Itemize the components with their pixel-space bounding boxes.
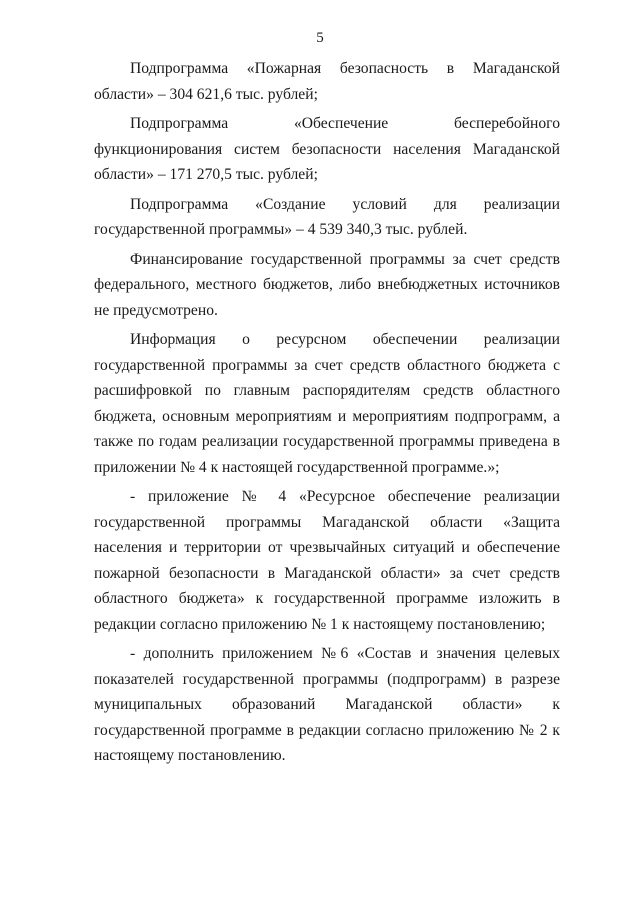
paragraph-resource-info: Информация о ресурсном обеспечении реализации государственной программы за счет средств областного бюджета с расшифровкой по главным распорядителям средств областного бюджета, основным мероприятиям и мероприятиям подпрограмм, а также по годам реализации государственной программы приведена в приложении № 4 к настоящей государственной программе.»; [94,331,560,476]
paragraph-conditions-subprogram: Подпрограмма «Создание условий для реализации государственной программы» – 4 539 340,3 тыс. рублей. [94,195,560,238]
paragraph-appendix-4-change: - приложение № 4 «Ресурсное обеспечение реализации государственной программы Магаданской области «Защита населения и территории от чрезвычайных ситуаций и обеспечение пожарной безопасности в Магаданской области» за счет средств областного бюджета» к государственной программе изложить в редакции согласно приложению № 1 к настоящему постановлению; [94,488,560,633]
paragraph-fire-safety-subprogram: Подпрограмма «Пожарная безопасность в Магаданской области» – 304 621,6 тыс. рублей; [94,60,560,103]
document-body [94,56,560,769]
paragraph-safety-systems-subprogram: Подпрограмма «Обеспечение бесперебойного функционирования систем безопасности населения Магаданской области» – 171 270,5 тыс. рублей; [94,115,560,183]
page-number: 5 [316,30,324,46]
paragraph-financing-note: Финансирование государственной программы за счет средств федерального, местного бюджетов, либо внебюджетных источников не предусмотрено. [94,250,560,319]
paragraph-appendix-6-addition: - дополнить приложением №6 «Состав и значения целевых показателей государственной программы (подпрограмм) в разрезе муниципальных образований Магаданской области» к государственной программе в редакции согласно приложению № 2 к настоящему постановлению. [94,645,560,764]
